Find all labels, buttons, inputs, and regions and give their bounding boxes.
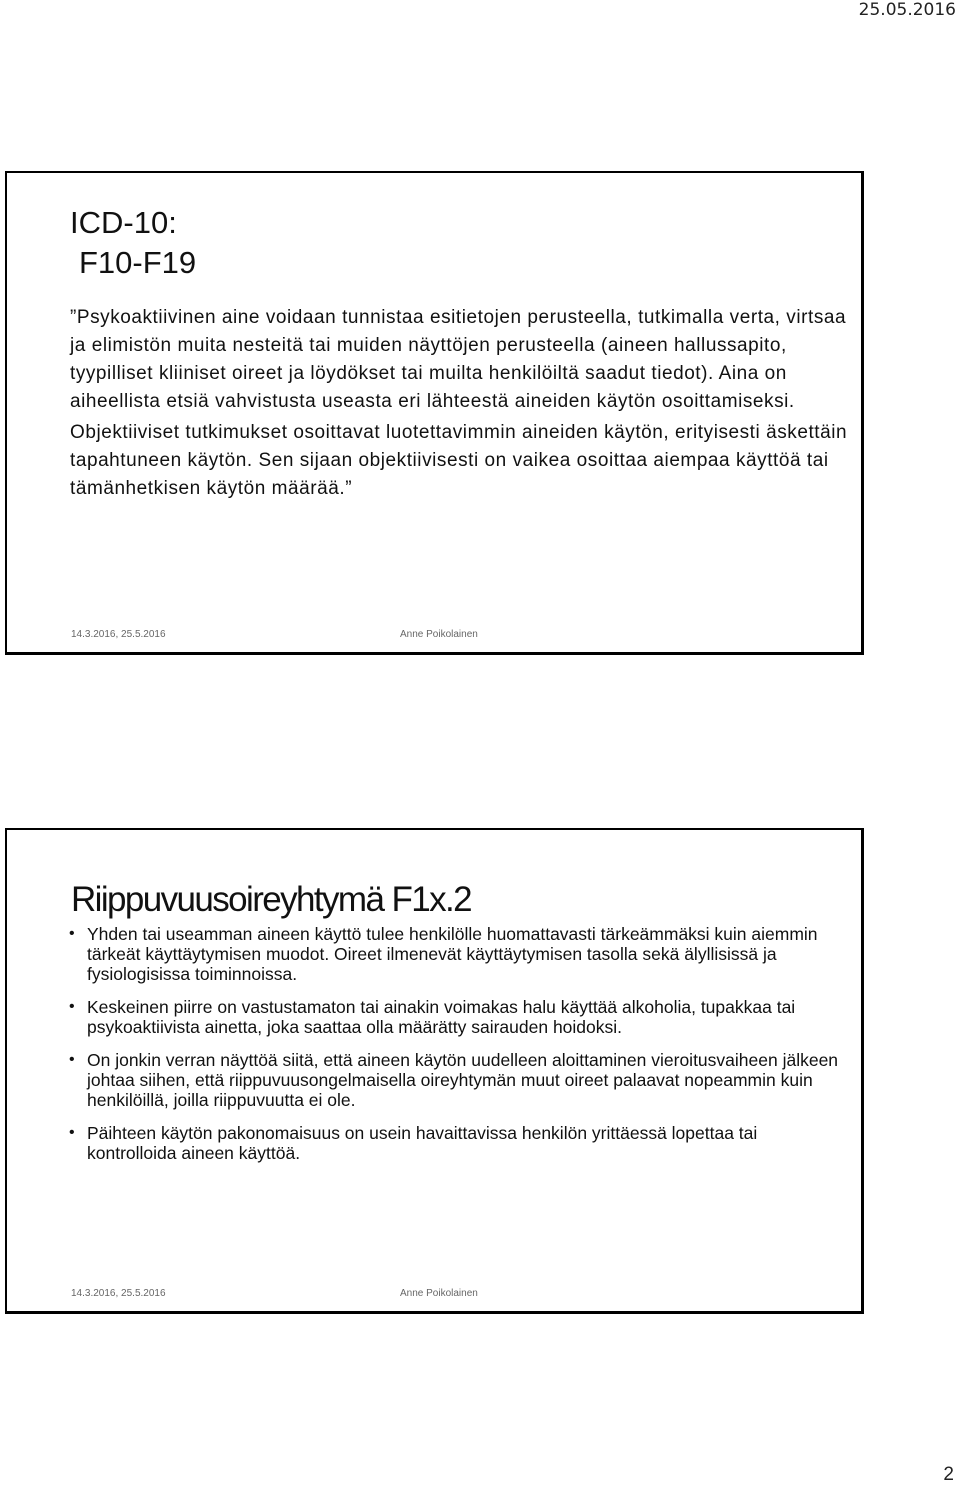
slide-quote <box>70 304 860 503</box>
title-line-1: ICD-10: <box>70 205 177 240</box>
title-line-2: F10-F19 <box>79 245 197 280</box>
quote-paragraph: ”Psykoaktiivinen aine voidaan tunnistaa esitietojen perusteella, tutkimalla verta, virtsaa ja elimistön muita nesteitä tai muiden näyttöjen perusteella (aineen hallussapito, tyypilliset kliiniset oireet ja löydökset tai muilta henkilöiltä saadut tiedot). Aina on aiheellista etsiä vahvistusta useasta eri lähteestä aineiden käytön osoittamiseksi. <box>70 307 847 412</box>
bullet-icon: • <box>69 925 75 942</box>
slide-footer-author: Anne Poikolainen <box>400 1288 478 1299</box>
list-item <box>69 924 839 984</box>
list-item <box>69 997 839 1037</box>
quote-paragraph: Objektiiviset tutkimukset osoittavat luotettavimmin aineiden käytön, erityisesti äskettäin tapahtuneen käytön. Sen sijaan objektiivisesti on vaikea osoittaa aiempaa käyttöä tai tämänhetkisen käytön määrää.” <box>70 422 848 499</box>
list-item-text: Yhden tai useamman aineen käyttö tulee henkilölle huomattavasti tärkeämmäksi kuin aiemmin tärkeät käyttäytymisen muodot. Oireet ilmenevät käyttäytymisen tasolla sekä älyllisissä ja fysiologisissa toiminnoissa. <box>87 924 818 984</box>
bullet-list <box>69 924 839 1176</box>
slide-footer-date: 14.3.2016, 25.5.2016 <box>71 1288 166 1299</box>
slide-title <box>70 203 196 283</box>
bullet-icon: • <box>69 1124 75 1141</box>
bullet-icon: • <box>69 1051 75 1068</box>
page-number: 2 <box>943 1464 954 1485</box>
list-item-text: On jonkin verran näyttöä siitä, että aineen käytön uudelleen aloittaminen vieroitusvaiheen jälkeen johtaa siihen, että riippuvuusongelmaisella oireyhtymän muut oireet palaavat nopeammin kuin henkilöillä, joilla riippuvuutta ei ole. <box>87 1050 839 1110</box>
list-item <box>69 1050 839 1110</box>
list-item <box>69 1123 839 1163</box>
slide-title: Riippuvuusoireyhtymä F1x.2 <box>71 880 471 919</box>
list-item-text: Keskeinen piirre on vastustamaton tai ainakin voimakas halu käyttää alkoholia, tupakkaa tai psykoaktiivista ainetta, joka saattaa olla määrätty sairauden hoidoksi. <box>87 997 796 1037</box>
slide-footer-date: 14.3.2016, 25.5.2016 <box>71 629 166 640</box>
page-header-date: 25.05.2016 <box>858 0 956 20</box>
bullet-icon: • <box>69 998 75 1015</box>
slide-dependence-syndrome <box>5 828 864 1314</box>
list-item-text: Päihteen käytön pakonomaisuus on usein havaittavissa henkilön yrittäessä lopettaa tai kontrolloida aineen käyttöä. <box>87 1123 758 1163</box>
slide-footer-author: Anne Poikolainen <box>400 629 478 640</box>
slide-icd10 <box>5 171 864 655</box>
